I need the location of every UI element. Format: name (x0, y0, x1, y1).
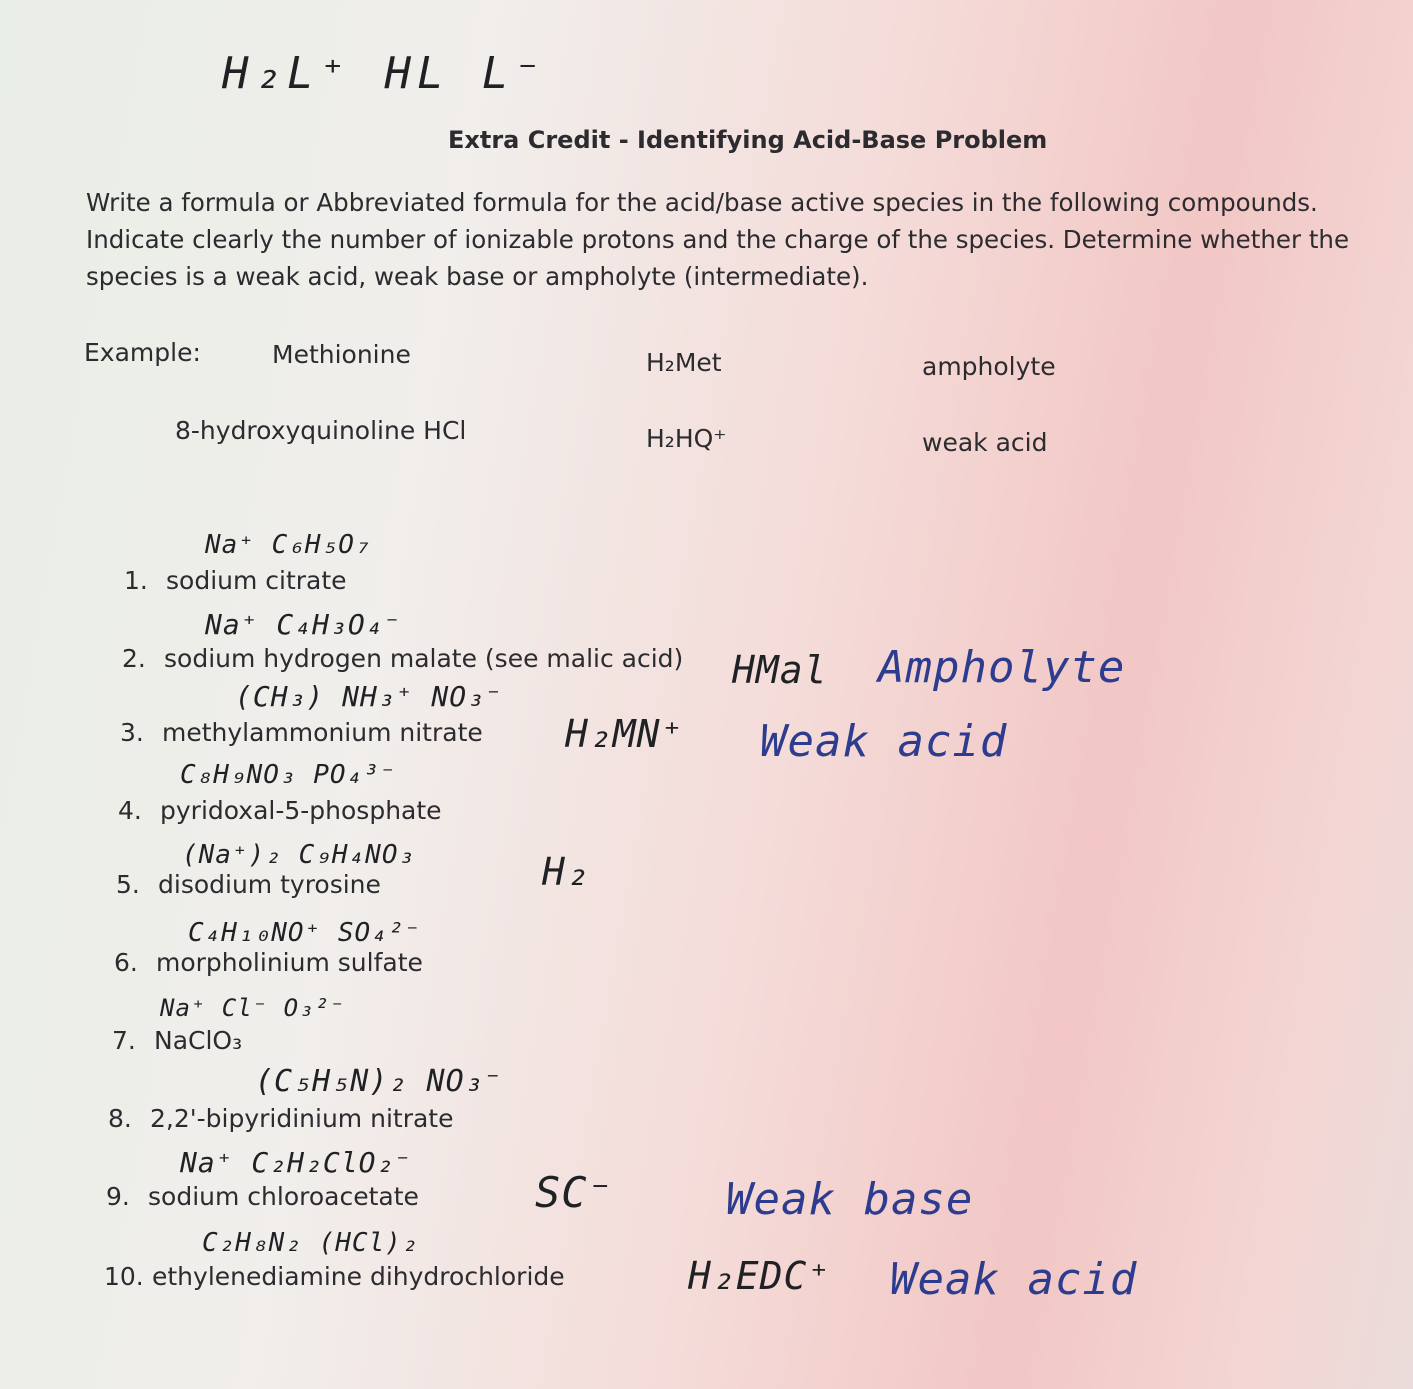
example-type: ampholyte (922, 352, 1056, 381)
instructions-paragraph: Write a formula or Abbreviated formula for the acid/base active species in the following compounds. Indicate clearly the number of ionizable protons and the charge of the species. Determine whether the species is a weak acid, weak base or ampholyte (intermediate). (86, 188, 1350, 291)
list-item (104, 1262, 565, 1291)
list-item (124, 566, 347, 595)
example-compound: Methionine (272, 340, 411, 369)
handwritten-ions: (Na⁺)₂ C₉H₄NO₃ (182, 840, 416, 870)
handwritten-header-note: H₂L⁺ HL L⁻ (222, 48, 547, 99)
list-item (116, 870, 381, 899)
list-item (118, 796, 442, 825)
handwritten-ions: (CH₃) NH₃⁺ NO₃⁻ (235, 680, 503, 713)
item-compound: NaClO₃ (154, 1026, 243, 1055)
handwritten-formula: H₂EDC⁺ (688, 1254, 832, 1298)
handwritten-type: Weak acid (760, 716, 1008, 767)
item-number: 3. (120, 718, 144, 747)
handwritten-ions: C₄H₁₀NO⁺ SO₄²⁻ (188, 918, 422, 948)
list-item (122, 644, 683, 673)
example-type: weak acid (922, 428, 1048, 457)
handwritten-ions: (C₅H₅N)₂ NO₃⁻ (255, 1064, 503, 1099)
item-number: 8. (108, 1104, 132, 1133)
handwritten-formula: H₂ (542, 850, 590, 894)
item-compound: disodium tyrosine (158, 870, 381, 899)
example-formula: H₂HQ⁺ (646, 424, 727, 453)
list-item (120, 718, 483, 747)
handwritten-ions: Na⁺ Cl⁻ O₃²⁻ (160, 994, 346, 1022)
list-item (106, 1182, 419, 1211)
example-label: Example: (84, 338, 201, 367)
item-number: 1. (124, 566, 148, 595)
example-compound: 8-hydroxyquinoline HCl (175, 416, 467, 445)
item-number: 7. (112, 1026, 136, 1055)
handwritten-formula: SC⁻ (535, 1168, 614, 1217)
handwritten-type: Ampholyte (878, 642, 1126, 693)
item-number: 4. (118, 796, 142, 825)
item-compound: sodium citrate (166, 566, 347, 595)
list-item (114, 948, 423, 977)
list-item (108, 1104, 453, 1133)
item-number: 10. (104, 1262, 144, 1291)
item-compound: sodium chloroacetate (148, 1182, 419, 1211)
item-compound: morpholinium sulfate (156, 948, 423, 977)
item-number: 6. (114, 948, 138, 977)
handwritten-ions: Na⁺ C₆H₅O₇ (205, 530, 372, 560)
handwritten-ions: C₂H₈N₂ (HCl)₂ (202, 1228, 419, 1258)
handwritten-ions: Na⁺ C₂H₂ClO₂⁻ (180, 1146, 413, 1179)
page-title: Extra Credit - Identifying Acid-Base Problem (448, 126, 1048, 154)
item-compound: sodium hydrogen malate (see malic acid) (164, 644, 684, 673)
item-number: 5. (116, 870, 140, 899)
item-number: 9. (106, 1182, 130, 1211)
handwritten-type: Weak acid (890, 1254, 1138, 1305)
handwritten-ions: C₈H₉NO₃ PO₄³⁻ (180, 760, 397, 790)
list-item (112, 1026, 242, 1055)
handwritten-formula: HMal (732, 648, 828, 692)
handwritten-type: Weak base (726, 1174, 974, 1225)
handwritten-formula: H₂MN⁺ (565, 712, 685, 756)
example-formula: H₂Met (646, 348, 722, 377)
item-compound: pyridoxal-5-phosphate (160, 796, 442, 825)
item-compound: ethylenediamine dihydrochloride (152, 1262, 565, 1291)
item-number: 2. (122, 644, 146, 673)
item-compound: methylammonium nitrate (162, 718, 483, 747)
handwritten-ions: Na⁺ C₄H₃O₄⁻ (205, 608, 402, 641)
item-compound: 2,2'-bipyridinium nitrate (150, 1104, 454, 1133)
